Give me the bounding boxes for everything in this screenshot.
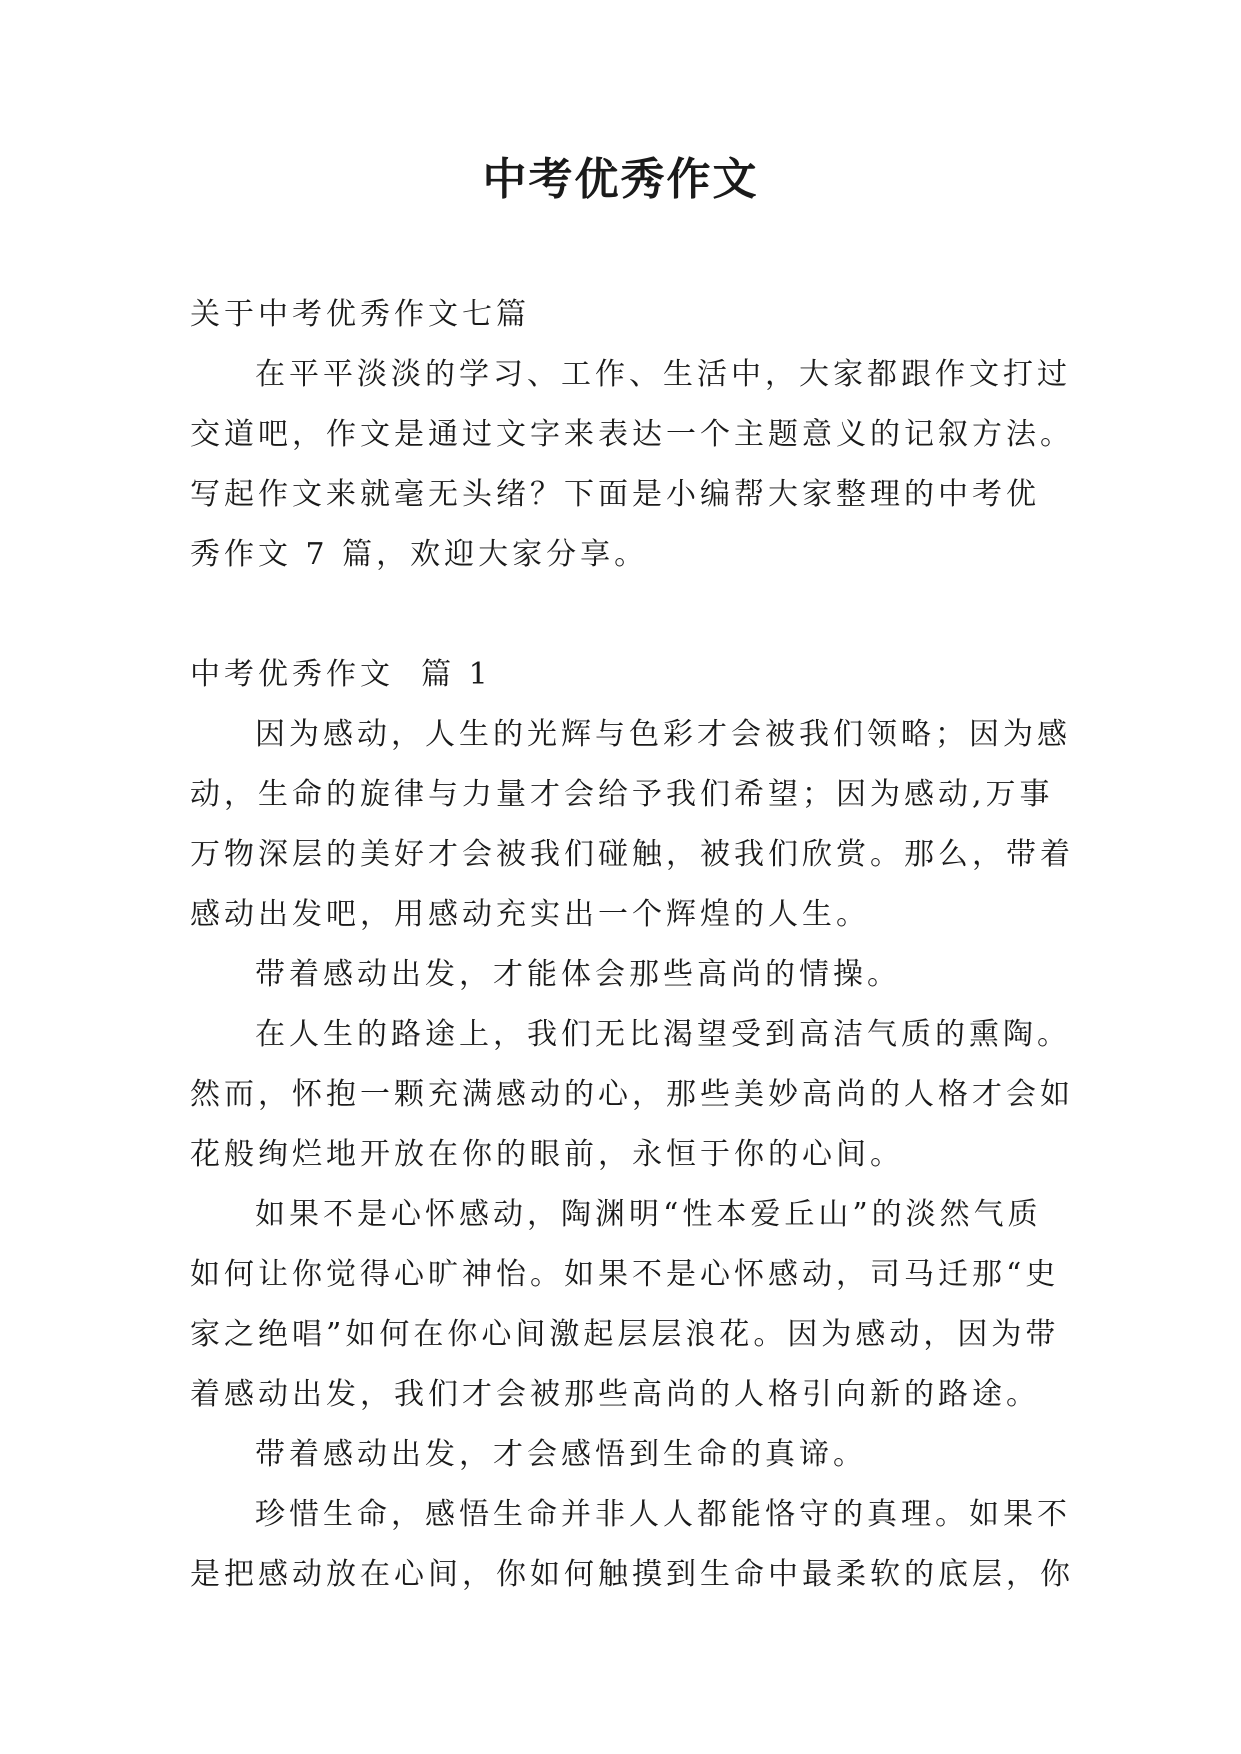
section-heading: 中考优秀作文 篇 1 bbox=[190, 657, 492, 692]
essay-line: 带着感动出发，才会感悟到生命的真谛。 bbox=[255, 1437, 867, 1472]
essay-line: 如果不是心怀感动，陶渊明“性本爱丘山”的淡然气质 bbox=[255, 1197, 1042, 1232]
intro-line: 在平平淡淡的学习、工作、生活中，大家都跟作文打过 bbox=[255, 357, 1071, 392]
essay-line: 如何让你觉得心旷神怡。如果不是心怀感动，司马迁那“史 bbox=[190, 1257, 1060, 1292]
essay-line: 着感动出发，我们才会被那些高尚的人格引向新的路途。 bbox=[190, 1377, 1040, 1412]
intro-line: 交道吧，作文是通过文字来表达一个主题意义的记叙方法。 bbox=[190, 417, 1074, 452]
essay-line: 因为感动，人生的光辉与色彩才会被我们领略；因为感 bbox=[255, 717, 1071, 752]
essay-line: 珍惜生命，感悟生命并非人人都能恪守的真理。如果不 bbox=[255, 1497, 1071, 1532]
essay-line: 动，生命的旋律与力量才会给予我们希望；因为感动,万事 bbox=[190, 777, 1054, 812]
essay-line: 感动出发吧，用感动充实出一个辉煌的人生。 bbox=[190, 897, 870, 932]
essay-line: 是把感动放在心间，你如何触摸到生命中最柔软的底层，你 bbox=[190, 1557, 1074, 1592]
intro-line: 写起作文来就毫无头绪？下面是小编帮大家整理的中考优 bbox=[190, 477, 1040, 512]
essay-line: 家之绝唱”如何在你心间激起层层浪花。因为感动，因为带 bbox=[190, 1317, 1060, 1352]
essay-line: 在人生的路途上，我们无比渴望受到高洁气质的熏陶。 bbox=[255, 1017, 1071, 1052]
essay-line: 万物深层的美好才会被我们碰触，被我们欣赏。那么，带着 bbox=[190, 837, 1074, 872]
essay-line: 然而，怀抱一颗充满感动的心，那些美妙高尚的人格才会如 bbox=[190, 1077, 1074, 1112]
essay-line: 花般绚烂地开放在你的眼前，永恒于你的心间。 bbox=[190, 1137, 904, 1172]
intro-line: 秀作文 7 篇，欢迎大家分享。 bbox=[190, 537, 649, 572]
document-title: 中考优秀作文 bbox=[482, 154, 759, 205]
document-subtitle: 关于中考优秀作文七篇 bbox=[190, 297, 530, 332]
essay-line: 带着感动出发，才能体会那些高尚的情操。 bbox=[255, 957, 901, 992]
paragraph-gap bbox=[190, 585, 1070, 645]
document-body bbox=[190, 285, 1074, 1605]
